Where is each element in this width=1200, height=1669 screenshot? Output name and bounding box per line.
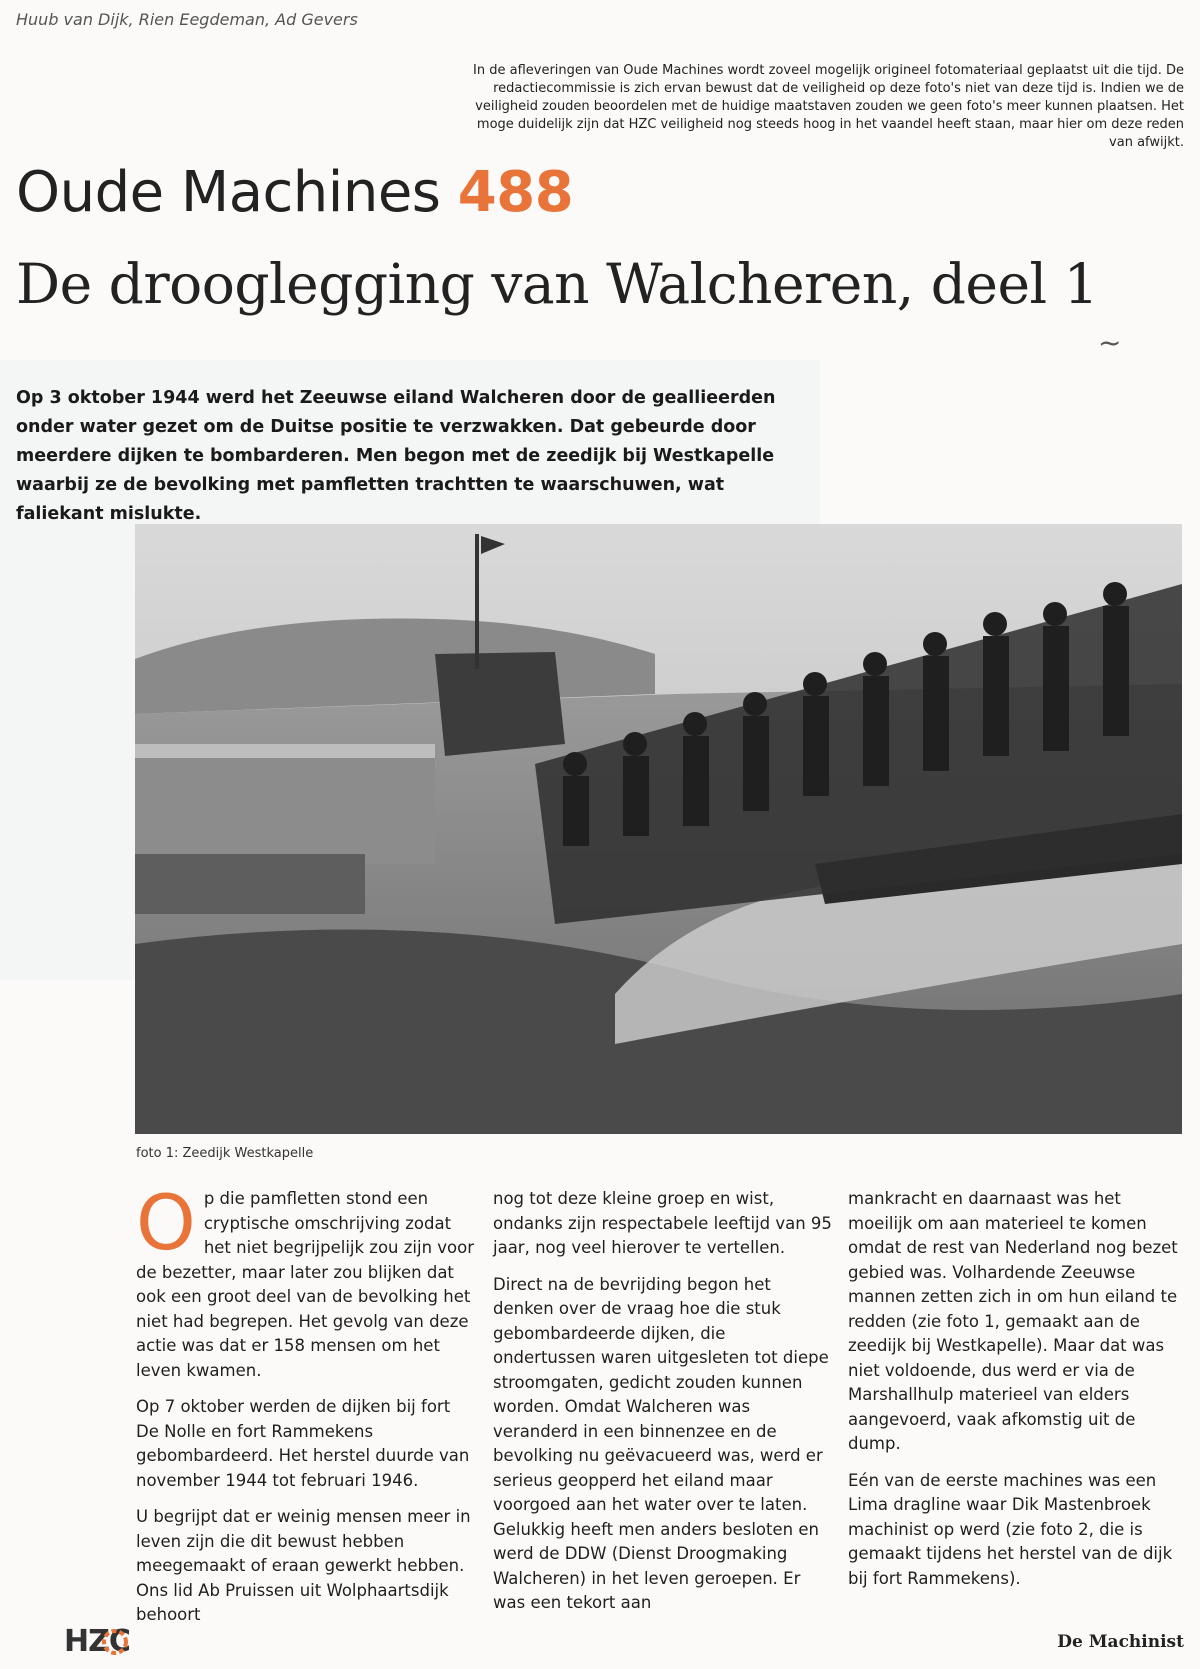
- magazine-name: De Machinist: [1057, 1632, 1184, 1652]
- article-title: De drooglegging van Walcheren, deel 1: [16, 252, 1099, 316]
- authors: Huub van Dijk, Rien Eegdeman, Ad Gevers: [16, 10, 358, 29]
- photo-zeedijk-westkapelle: [135, 524, 1182, 1134]
- hzc-logo: [64, 1624, 130, 1659]
- photo-illustration: [135, 524, 1182, 1134]
- photo-caption: foto 1: Zeedijk Westkapelle: [136, 1146, 314, 1161]
- logo-text: HZC: [64, 1624, 130, 1659]
- column-3-paragraph-1: mankracht en daarnaast was het moeilijk om aan materieel te komen omdat de rest van Nederland nog bezet gebied was. Volhardende Zeeuwse mannen zetten zich in om hun eiland te redden (zie foto 1, gemaakt aan de zeedijk bij Westkapelle). Maar dat was niet voldoende, dus werd er via de Marshallhulp materieel van elders aangevoerd, vaak afkomstig uit de dump.: [848, 1189, 1178, 1453]
- gear-icon: [100, 1627, 130, 1657]
- series-name: Oude Machines: [16, 160, 441, 225]
- wave-ornament: ~: [1098, 326, 1122, 359]
- drop-cap: O: [136, 1178, 196, 1267]
- series-title: [16, 160, 573, 225]
- safety-disclaimer: In de afleveringen van Oude Machines wordt zoveel mogelijk origineel fotomateriaal geplaatst uit die tijd. De redactiecommissie is zich ervan bewust dat de veiligheid op deze foto's niet van deze tijd is. Indien we de veiligheid zouden beoordelen met de huidige maatstaven zouden we geen foto's meer kunnen plaatsen. Het moge duidelijk zijn dat HZC veiligheid nog steeds hoog in het vaandel heeft staan, maar hier om deze reden van afwijkt.: [473, 63, 1184, 150]
- column-1-paragraph-1: [136, 1178, 476, 1383]
- column-2: [493, 1187, 833, 1628]
- column-2-paragraph-1: nog tot deze kleine groep en wist, ondanks zijn respectabele leeftijd van 95 jaar, nog veel hierover te vertellen.: [493, 1189, 832, 1257]
- column-1-paragraph-3: U begrijpt dat er weinig mensen meer in leven zijn die dit bewust hebben meegemaakt of eraan gewerkt hebben. Ons lid Ab Pruissen uit Wolphaartsdijk behoort: [136, 1507, 471, 1624]
- column-1-paragraph-2: Op 7 oktober werden de dijken bij fort De Nolle en fort Rammekens gebombardeerd. Het herstel duurde van november 1944 tot februari 1946.: [136, 1397, 470, 1490]
- column-2-paragraph-2: Direct na de bevrijding begon het denken over de vraag hoe die stuk gebombardeerde dijken, die ondertussen waren uitgesleten tot diepe stroomgaten, gedicht zouden kunnen worden. Omdat Walcheren was veranderd in een binnenzee en de bevolking nu geëvacueerd was, werd er serieus geopperd het eiland maar voorgoed aan het water over te laten. Gelukkig heeft men anders besloten en werd de DDW (Dienst Droogmaking Walcheren) in het leven geroepen. Er was een tekort aan: [493, 1274, 829, 1612]
- column-3-paragraph-2: Eén van de eerste machines was een Lima dragline waar Dik Mastenbroek machinist op werd (zie foto 2, die is gemaakt tijdens het herstel van de dijk bij fort Rammekens).: [848, 1470, 1173, 1588]
- column-3: [848, 1187, 1188, 1603]
- paragraph-text: p die pamfletten stond een cryptische omschrijving zodat het niet begrijpelijk zou zijn voor de bezetter, maar later zou blijken dat ook een groot deel van de bevolking het niet had begrepen. Het gevolg van deze actie was dat er 158 mensen om het leven kwamen.: [136, 1189, 475, 1380]
- intro-paragraph: Op 3 oktober 1944 werd het Zeeuwse eiland Walcheren door de geallieerden onder water gezet om de Duitse positie te verzwakken. Dat gebeurde door meerdere dijken te bombarderen. Men begon met de zeedijk bij Westkapelle waarbij ze de bevolking met pamfletten trachtten te waarschuwen, wat faliekant mislukte.: [16, 388, 776, 524]
- column-1: [136, 1178, 476, 1640]
- series-number: 488: [457, 160, 574, 225]
